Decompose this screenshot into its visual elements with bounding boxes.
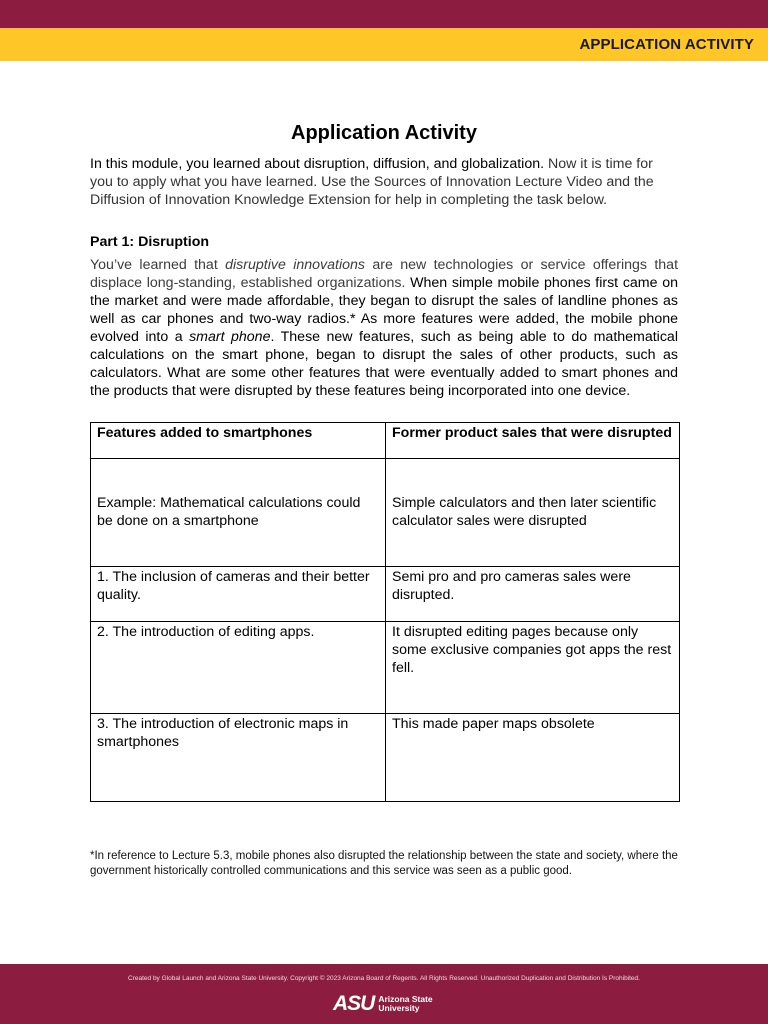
table-cell[interactable]: 3. The introduction of electronic maps in smartphones xyxy=(91,713,386,801)
table-header-disrupted: Former product sales that were disrupted xyxy=(386,422,680,458)
part1-heading: Part 1: Disruption xyxy=(90,233,210,250)
asu-logo-line1: Arizona State xyxy=(378,994,433,1004)
asu-logo-mark: ASU xyxy=(333,992,375,1015)
table-header-row xyxy=(91,422,680,458)
top-maroon-bar xyxy=(0,0,768,28)
header-label: APPLICATION ACTIVITY xyxy=(579,36,754,53)
table-row xyxy=(91,713,680,801)
table-cell[interactable]: Semi pro and pro cameras sales were disrupted. xyxy=(386,566,680,621)
part1-paragraph xyxy=(90,256,678,400)
table-cell[interactable]: 1. The inclusion of cameras and their better quality. xyxy=(91,566,386,621)
part1-em-smartphone: smart phone xyxy=(189,328,271,345)
page-title: Application Activity xyxy=(291,122,477,144)
part1-text-d: . These new features, such as being able to do mathematical calculations on the smart phone, began to disrupt the sales of other products, such as calculators. What are some other features that were eventually added to smart phones and the products that were disrupted by these features being incorporated into one device. xyxy=(90,328,678,399)
intro-lead: In this module, you learned about disruption, diffusion, and globalization. xyxy=(90,156,545,172)
table-header-features: Features added to smartphones xyxy=(91,422,386,458)
asu-logo-words xyxy=(378,995,432,1013)
table-cell[interactable]: It disrupted editing pages because only some exclusive companies got apps the rest fell. xyxy=(386,621,680,713)
document-body xyxy=(90,122,678,802)
features-table xyxy=(90,422,680,802)
footer-copyright: Created by Global Launch and Arizona State University. Copyright © 2023 Arizona Board of Regents. All Rights Reserved. Unauthorized Duplication and Distribution Is Prohibited. xyxy=(128,975,640,982)
asu-logo xyxy=(333,994,433,1014)
table-cell[interactable]: 2. The introduction of editing apps. xyxy=(91,621,386,713)
asu-logo-line2: University xyxy=(378,1003,420,1013)
part1-text-c: When simple mobile phones first came on the market and were made affordable, they began to disrupt the sales of landline phones as well as car phones and two-way radios.* As more features were added, the mobile phone evolved into a xyxy=(90,274,678,345)
intro-paragraph xyxy=(90,155,678,210)
table-row xyxy=(91,621,680,713)
table-cell[interactable]: Simple calculators and then later scientific calculator sales were disrupted xyxy=(386,458,680,566)
table-cell[interactable]: This made paper maps obsolete xyxy=(386,713,680,801)
table-cell[interactable]: Example: Mathematical calculations could be done on a smartphone xyxy=(91,458,386,566)
footnote: *In reference to Lecture 5.3, mobile phones also disrupted the relationship between the state and society, where the government historically controlled communications and this service was seen as a public good. xyxy=(90,850,678,877)
part1-text-b: are new technologies or service offerings that displace long-standing, established organizations. xyxy=(90,256,679,291)
intro-rest: Now it is time for you to apply what you have learned. Use the Sources of Innovation Lecture Video and the Diffusion of Innovation Knowledge Extension for help in completing the task below. xyxy=(90,156,654,209)
part1-em-disruptive: disruptive innovations xyxy=(225,256,365,273)
table-row xyxy=(91,458,680,566)
part1-text-a: You’ve learned that xyxy=(90,256,226,273)
table-row xyxy=(91,566,680,621)
